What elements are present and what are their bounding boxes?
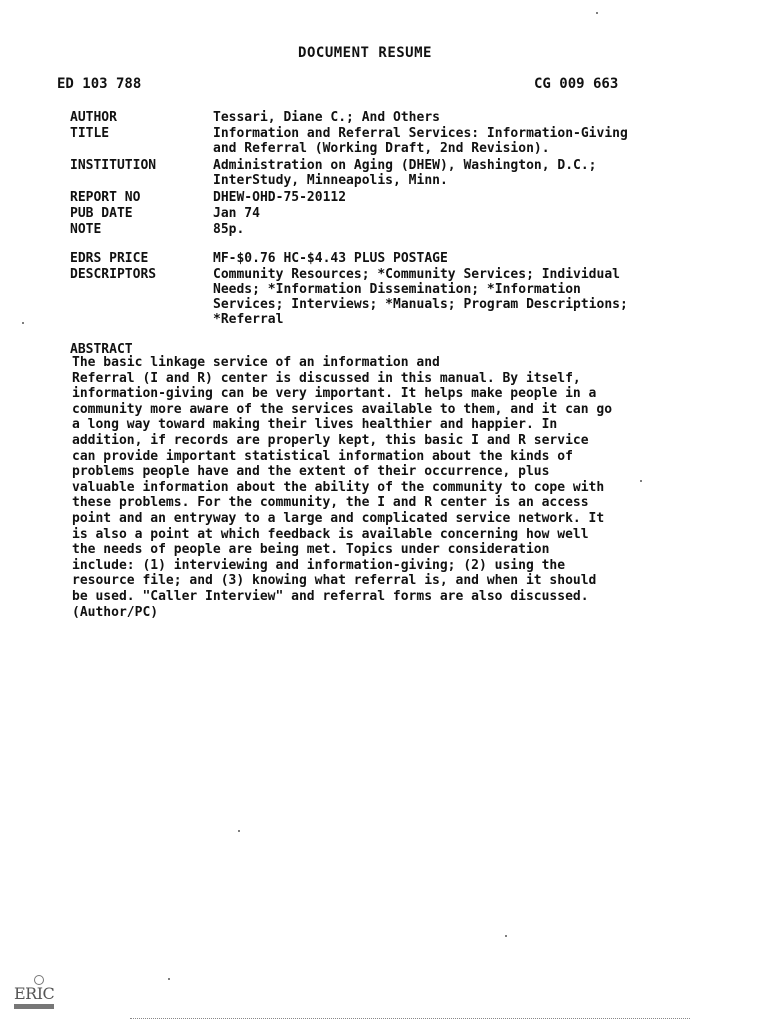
ed-number: ED 103 788 — [57, 76, 142, 92]
scan-speck — [22, 322, 24, 324]
descriptors-label: DESCRIPTORS — [70, 267, 157, 282]
abstract-text: The basic linkage service of an information and Referral (I and R) center is discussed in this manual. By itself, information-giving can be very important. It helps make people in a community more aware of the services available to them, and it can go a long way toward making their lives healthier and happier. In addition, if records are properly kept, this basic I and R service can provide important statistical information about the kinds of problems people have and the extent of their occurrence, plus valuable information about the ability of the community to cope with these problems. For the community, the I and R center is an access point and an entryway to a large and complicated service network. It is also a point at which feedback is available concerning how well the needs of people are being met. Topics under consideration include: (1) interviewing and information-giving; (2) using the resource file; and (3) knowing what referral is, and when it should be used. "Caller Interview" and referral forms are also discussed. (Author/PC) — [72, 355, 613, 620]
descriptors-value: Community Resources; *Community Services; Individual Needs; *Information Dissemination; *Information Services; Interviews; *Manuals; Program Descriptions; *Referral — [213, 267, 628, 327]
scan-speck — [168, 978, 170, 980]
note-value: 85p. — [213, 222, 245, 237]
author-label: AUTHOR — [70, 110, 117, 125]
cg-number: CG 009 663 — [534, 76, 619, 92]
edrs-price-value: MF-$0.76 HC-$4.43 PLUS POSTAGE — [213, 251, 448, 266]
scan-speck — [640, 480, 642, 482]
note-label: NOTE — [70, 222, 102, 237]
institution-label: INSTITUTION — [70, 158, 157, 173]
abstract-label: ABSTRACT — [70, 342, 133, 357]
author-value: Tessari, Diane C.; And Others — [213, 110, 440, 125]
title-value: Information and Referral Services: Information-Giving and Referral (Working Draft, 2nd Revision). — [213, 126, 628, 156]
document-title: DOCUMENT RESUME — [298, 45, 432, 61]
pub-date-label: PUB DATE — [70, 206, 133, 221]
institution-value: Administration on Aging (DHEW), Washington, D.C.; InterStudy, Minneapolis, Minn. — [213, 158, 597, 188]
scan-edge — [130, 1018, 690, 1020]
scan-speck — [238, 830, 240, 832]
title-label: TITLE — [70, 126, 110, 141]
report-no-label: REPORT NO — [70, 190, 141, 205]
edrs-price-label: EDRS PRICE — [70, 251, 149, 266]
pub-date-value: Jan 74 — [213, 206, 260, 221]
eric-logo: ERIC — [14, 984, 55, 1003]
report-no-value: DHEW-OHD-75-20112 — [213, 190, 347, 205]
eric-logo-bar — [14, 1004, 54, 1009]
scan-speck — [596, 12, 598, 14]
scan-speck — [505, 935, 507, 937]
